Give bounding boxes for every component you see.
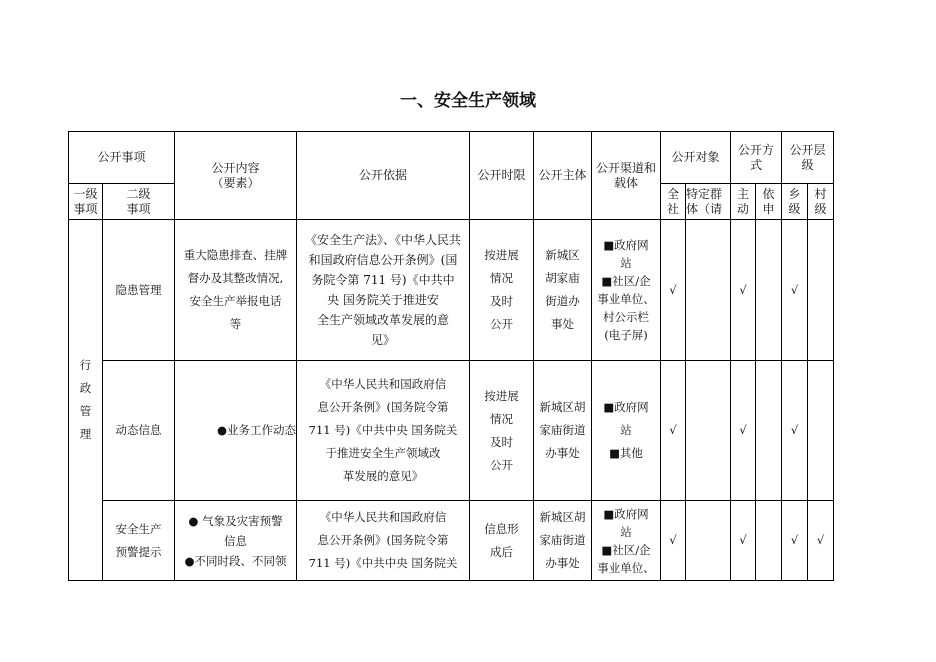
header-apply: 依 申 (756, 184, 782, 220)
header-specific: 特定群 体（请 (686, 184, 731, 220)
active-check: √ (731, 220, 756, 361)
header-target: 公开对象 (661, 132, 731, 184)
basis-cell: 《中华人民共和国政府信 息公开条例》(国务院令第 711 号)《中共中央 国务院关 (297, 501, 470, 581)
header-all: 全 社 (661, 184, 686, 220)
header-level1: 一级 事项 (69, 184, 103, 220)
header-channel: 公开渠道和 载体 (592, 132, 661, 220)
township-check: √ (782, 361, 808, 501)
header-deadline: 公开时限 (470, 132, 534, 220)
content-cell: ● 气象及灾害预警 信息 ●不同时段、不同领 (175, 501, 297, 581)
village-check (808, 220, 834, 361)
active-check: √ (731, 501, 756, 581)
channel-cell: ■政府网 站 ■社区/企 事业单位、 (592, 501, 661, 581)
header-method: 公开方 式 (731, 132, 782, 184)
header-item: 公开事项 (69, 132, 175, 184)
header-township: 乡 级 (782, 184, 808, 220)
apply-check (756, 220, 782, 361)
table-row (69, 501, 834, 581)
channel-cell: ■政府网 站 ■其他 (592, 361, 661, 501)
disclosure-table (68, 131, 834, 581)
page-title: 一、安全生产领域 (400, 91, 536, 111)
subject-cell: 新城区胡 家庙街道 办事处 (534, 501, 592, 581)
header-level2: 二级 事项 (103, 184, 175, 220)
township-check: √ (782, 220, 808, 361)
table-row (69, 361, 834, 501)
subject-cell: 新城区胡 家庙街道 办事处 (534, 361, 592, 501)
village-check: √ (808, 501, 834, 581)
apply-check (756, 361, 782, 501)
active-check: √ (731, 361, 756, 501)
deadline-cell: 按进展 情况 及时 公开 (470, 220, 534, 361)
basis-cell: 《安全生产法》、《中华人民共 和国政府信息公开条例》(国 务院令第 711 号)《中共中 央 国务院关于推进安 全生产领域改革发展的意 见》 (297, 220, 470, 361)
specific-check (686, 220, 731, 361)
basis-cell: 《中华人民共和国政府信 息公开条例》(国务院令第 711 号)《中共中央 国务院关 于推进安全生产领域改 革发展的意见》 (297, 361, 470, 501)
content-cell: ●业务工作动态 (175, 361, 297, 501)
apply-check (756, 501, 782, 581)
content-cell: 重大隐患排查、挂牌 督办及其整改情况, 安全生产举报电话 等 (175, 220, 297, 361)
deadline-cell: 按进展 情况 及时 公开 (470, 361, 534, 501)
header-village: 村 级 (808, 184, 834, 220)
subject-cell: 新城区 胡家庙 街道办 事处 (534, 220, 592, 361)
township-check: √ (782, 501, 808, 581)
header-subject: 公开主体 (534, 132, 592, 220)
header-content: 公开内容 （要素） (175, 132, 297, 220)
specific-check (686, 361, 731, 501)
village-check (808, 361, 834, 501)
specific-check (686, 501, 731, 581)
all-check: √ (661, 361, 686, 501)
table-row (69, 220, 834, 361)
level2-item: 动态信息 (103, 361, 175, 501)
deadline-cell: 信息形 成后 (470, 501, 534, 581)
level1-item: 行 政 管 理 (69, 220, 103, 581)
all-check: √ (661, 220, 686, 361)
all-check: √ (661, 501, 686, 581)
header-basis: 公开依据 (297, 132, 470, 220)
header-active: 主 动 (731, 184, 756, 220)
level2-item: 安全生产 预警提示 (103, 501, 175, 581)
level2-item: 隐患管理 (103, 220, 175, 361)
header-level: 公开层 级 (782, 132, 834, 184)
channel-cell: ■政府网 站 ■社区/企 事业单位、 村公示栏 (电子屏) (592, 220, 661, 361)
